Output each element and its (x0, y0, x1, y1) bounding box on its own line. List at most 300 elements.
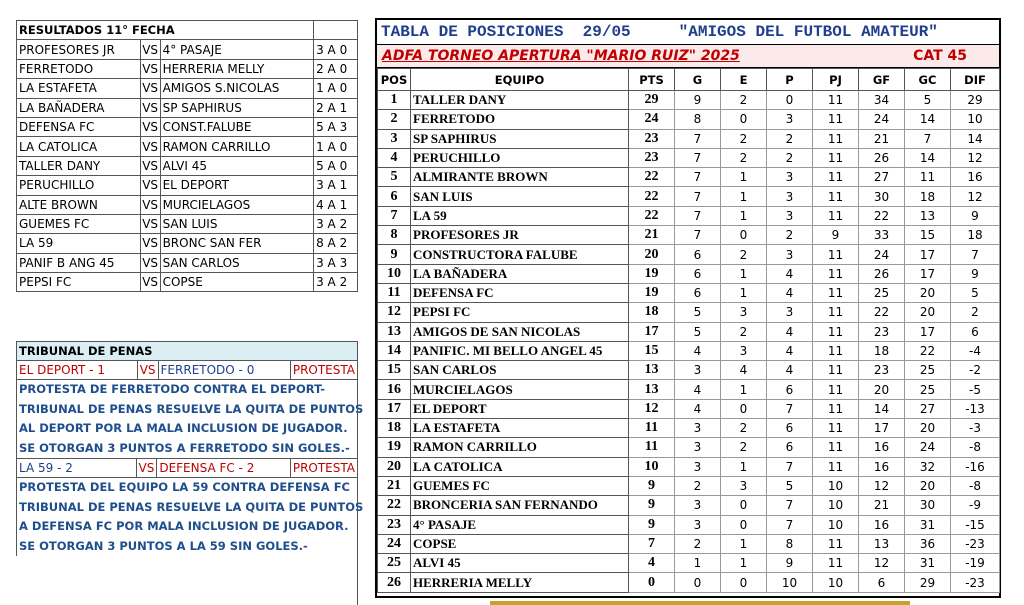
cell-pts: 23 (629, 129, 675, 148)
cell-pts: 19 (629, 264, 675, 283)
cell-gc: 14 (905, 148, 951, 167)
cell-dif: 5 (951, 283, 1000, 302)
cell-g: 1 (675, 554, 721, 573)
tribunal-case-2 (17, 459, 358, 478)
cell-pos: 7 (378, 206, 411, 225)
result-home: ALTE BROWN (17, 195, 141, 214)
cell-g: 4 (675, 380, 721, 399)
case1-status: PROTESTA (290, 361, 357, 380)
cell-pts: 9 (629, 476, 675, 495)
cell-equipo: MURCIELAGOS (411, 380, 629, 399)
result-vs: VS (140, 137, 160, 156)
results-table (16, 20, 358, 292)
standings-body (378, 91, 1000, 593)
result-away: SAN CARLOS (160, 253, 314, 272)
cell-gf: 18 (859, 341, 905, 360)
cell-pos: 10 (378, 264, 411, 283)
cell-g: 6 (675, 245, 721, 264)
cell-equipo: LA CATOLICA (411, 457, 629, 476)
cell-pts: 9 (629, 515, 675, 534)
cell-dif: -8 (951, 476, 1000, 495)
cell-pos: 1 (378, 91, 411, 110)
cell-pos: 23 (378, 515, 411, 534)
cell-g: 6 (675, 264, 721, 283)
cell-dif: 16 (951, 168, 1000, 187)
result-row (17, 176, 358, 195)
result-vs: VS (140, 156, 160, 175)
cell-pts: 17 (629, 322, 675, 341)
cell-e: 2 (721, 129, 767, 148)
standings-title: TABLA DE POSICIONES 29/05 "AMIGOS DEL FUTBOL AMATEUR" (377, 20, 999, 45)
cell-gc: 22 (905, 341, 951, 360)
standings-row (378, 148, 1000, 167)
cell-g: 0 (675, 573, 721, 592)
cell-p: 10 (767, 573, 813, 592)
standings-row (378, 303, 1000, 322)
cell-gc: 17 (905, 322, 951, 341)
cell-e: 1 (721, 283, 767, 302)
result-vs: VS (140, 59, 160, 78)
cell-equipo: ALVI 45 (411, 554, 629, 573)
cell-gc: 25 (905, 380, 951, 399)
note1-line: SE OTORGAN 3 PUNTOS A FERRETODO SIN GOLES.- (19, 440, 350, 455)
cell-pj: 11 (813, 110, 859, 129)
result-score: 2 A 0 (314, 59, 358, 78)
result-score: 3 A 2 (314, 214, 358, 233)
cell-dif: -5 (951, 380, 1000, 399)
cell-equipo: HERRERIA MELLY (411, 573, 629, 592)
cell-pts: 29 (629, 91, 675, 110)
cell-p: 4 (767, 341, 813, 360)
cell-g: 7 (675, 187, 721, 206)
cell-pj: 9 (813, 226, 859, 245)
cell-pj: 11 (813, 283, 859, 302)
standings-row (378, 341, 1000, 360)
cell-pos: 12 (378, 303, 411, 322)
cell-gf: 23 (859, 322, 905, 341)
cell-g: 7 (675, 168, 721, 187)
bottom-image-edge (490, 601, 910, 605)
cell-pos: 8 (378, 226, 411, 245)
result-away: MURCIELAGOS (160, 195, 314, 214)
result-row (17, 40, 358, 59)
cell-gc: 25 (905, 361, 951, 380)
standings-row (378, 129, 1000, 148)
cell-gc: 27 (905, 399, 951, 418)
cell-g: 4 (675, 399, 721, 418)
standings-row (378, 91, 1000, 110)
result-row (17, 137, 358, 156)
result-row (17, 273, 358, 292)
cell-pts: 7 (629, 534, 675, 553)
cell-dif: 2 (951, 303, 1000, 322)
cell-g: 7 (675, 129, 721, 148)
cell-pj: 11 (813, 361, 859, 380)
cell-pts: 22 (629, 187, 675, 206)
cell-g: 6 (675, 283, 721, 302)
cell-p: 7 (767, 457, 813, 476)
standings-row (378, 496, 1000, 515)
standings-table (377, 68, 1000, 593)
standings-row (378, 457, 1000, 476)
cell-g: 8 (675, 110, 721, 129)
standings-row (378, 515, 1000, 534)
result-home: LA ESTAFETA (17, 79, 141, 98)
cell-pj: 11 (813, 399, 859, 418)
cell-equipo: BRONCERIA SAN FERNANDO (411, 496, 629, 515)
cell-p: 0 (767, 91, 813, 110)
result-away: ALVI 45 (160, 156, 314, 175)
cell-pj: 11 (813, 264, 859, 283)
cell-e: 3 (721, 303, 767, 322)
result-row (17, 156, 358, 175)
cell-gc: 24 (905, 438, 951, 457)
cell-e: 1 (721, 168, 767, 187)
cell-gf: 33 (859, 226, 905, 245)
standings-row (378, 476, 1000, 495)
cell-p: 3 (767, 206, 813, 225)
cell-gf: 26 (859, 148, 905, 167)
column-header-e: E (721, 69, 767, 91)
result-row (17, 234, 358, 253)
cell-equipo: GUEMES FC (411, 476, 629, 495)
cell-pos: 17 (378, 399, 411, 418)
cell-g: 3 (675, 457, 721, 476)
category-label: CAT 45 (913, 48, 967, 64)
tribunal-note-1 (16, 380, 364, 458)
result-vs: VS (140, 117, 160, 136)
column-header-dif: DIF (951, 69, 1000, 91)
cell-equipo: FERRETODO (411, 110, 629, 129)
cell-gc: 17 (905, 245, 951, 264)
cell-equipo: COPSE (411, 534, 629, 553)
cell-pts: 19 (629, 283, 675, 302)
cell-pts: 23 (629, 148, 675, 167)
tribunal-case-1 (17, 361, 358, 380)
cell-gc: 20 (905, 283, 951, 302)
cell-dif: -23 (951, 534, 1000, 553)
cell-pj: 11 (813, 245, 859, 264)
cell-dif: -9 (951, 496, 1000, 515)
cell-gc: 31 (905, 515, 951, 534)
cell-gf: 14 (859, 399, 905, 418)
result-score: 8 A 2 (314, 234, 358, 253)
column-header-equipo: EQUIPO (411, 69, 629, 91)
cell-gf: 6 (859, 573, 905, 592)
cell-g: 3 (675, 361, 721, 380)
tribunal-table-2 (16, 458, 358, 478)
cell-p: 3 (767, 110, 813, 129)
result-score: 3 A 2 (314, 273, 358, 292)
cell-dif: -2 (951, 361, 1000, 380)
cell-equipo: EL DEPORT (411, 399, 629, 418)
cell-gc: 31 (905, 554, 951, 573)
cell-equipo: RAMON CARRILLO (411, 438, 629, 457)
cell-g: 2 (675, 534, 721, 553)
cell-pts: 20 (629, 245, 675, 264)
cell-pj: 11 (813, 206, 859, 225)
cell-p: 7 (767, 399, 813, 418)
tribunal-title: TRIBUNAL DE PENAS (17, 342, 358, 361)
result-score: 1 A 0 (314, 79, 358, 98)
cell-gc: 15 (905, 226, 951, 245)
cell-pj: 10 (813, 476, 859, 495)
cell-g: 7 (675, 148, 721, 167)
note2-line: A DEFENSA FC POR MALA INCLUSION DE JUGADOR. (19, 519, 349, 533)
result-row (17, 253, 358, 272)
cell-dif: 10 (951, 110, 1000, 129)
result-away: BRONC SAN FER (160, 234, 314, 253)
cell-e: 1 (721, 264, 767, 283)
cell-g: 4 (675, 341, 721, 360)
cell-gc: 17 (905, 264, 951, 283)
note1-line: PROTESTA DE FERRETODO CONTRA EL DEPORT- (19, 382, 326, 396)
cell-pos: 19 (378, 438, 411, 457)
cell-e: 0 (721, 226, 767, 245)
cell-e: 2 (721, 419, 767, 438)
cell-gf: 27 (859, 168, 905, 187)
cell-pts: 12 (629, 399, 675, 418)
cell-pj: 11 (813, 554, 859, 573)
cell-gf: 26 (859, 264, 905, 283)
note1-line: TRIBUNAL DE PENAS RESUELVE LA QUITA DE PUNTOS (19, 401, 364, 416)
cell-pts: 24 (629, 110, 675, 129)
cell-gf: 20 (859, 380, 905, 399)
results-header-blank (314, 21, 358, 40)
result-score: 5 A 3 (314, 117, 358, 136)
cell-pts: 15 (629, 341, 675, 360)
cell-gf: 17 (859, 419, 905, 438)
note2-line: SE OTORGAN 3 PUNTOS A LA 59 SIN GOLES.- (19, 538, 308, 553)
cell-dif: 12 (951, 148, 1000, 167)
cell-gc: 20 (905, 303, 951, 322)
cell-gc: 13 (905, 206, 951, 225)
result-home: FERRETODO (17, 59, 141, 78)
cell-dif: 12 (951, 187, 1000, 206)
cell-e: 2 (721, 322, 767, 341)
cell-pos: 16 (378, 380, 411, 399)
cell-pj: 10 (813, 496, 859, 515)
cell-g: 9 (675, 91, 721, 110)
result-home: TALLER DANY (17, 156, 141, 175)
cell-e: 2 (721, 148, 767, 167)
cell-gf: 21 (859, 496, 905, 515)
cell-dif: -3 (951, 419, 1000, 438)
cell-e: 0 (721, 110, 767, 129)
standings-header-row (378, 69, 1000, 91)
cell-gc: 14 (905, 110, 951, 129)
cell-gc: 30 (905, 496, 951, 515)
tournament-banner (377, 45, 999, 68)
case2-vs: VS (136, 459, 157, 478)
standings-row (378, 226, 1000, 245)
result-score: 1 A 0 (314, 137, 358, 156)
cell-pos: 24 (378, 534, 411, 553)
cell-equipo: PANIFIC. MI BELLO ANGEL 45 (411, 341, 629, 360)
result-row (17, 79, 358, 98)
cell-gc: 20 (905, 419, 951, 438)
standings-row (378, 245, 1000, 264)
result-away: CONST.FALUBE (160, 117, 314, 136)
tribunal-note-2 (16, 478, 364, 556)
cell-gf: 25 (859, 283, 905, 302)
case2-status: PROTESTA (290, 459, 357, 478)
cell-g: 3 (675, 419, 721, 438)
cell-gf: 21 (859, 129, 905, 148)
cell-equipo: PEPSI FC (411, 303, 629, 322)
cell-pts: 0 (629, 573, 675, 592)
cell-gf: 23 (859, 361, 905, 380)
cell-dif: 18 (951, 226, 1000, 245)
cell-pts: 11 (629, 419, 675, 438)
cell-gf: 24 (859, 110, 905, 129)
standings-row (378, 283, 1000, 302)
cell-dif: -16 (951, 457, 1000, 476)
cell-p: 5 (767, 476, 813, 495)
cell-pts: 13 (629, 361, 675, 380)
cell-pj: 11 (813, 419, 859, 438)
standings-row (378, 361, 1000, 380)
case1-home: EL DEPORT - 1 (17, 361, 138, 380)
cell-pj: 11 (813, 341, 859, 360)
result-home: PANIF B ANG 45 (17, 253, 141, 272)
cell-e: 3 (721, 341, 767, 360)
column-header-g: G (675, 69, 721, 91)
cell-gf: 12 (859, 554, 905, 573)
cell-pos: 14 (378, 341, 411, 360)
case1-away: FERRETODO - 0 (158, 361, 290, 380)
cell-pts: 9 (629, 496, 675, 515)
cell-pts: 13 (629, 380, 675, 399)
result-home: PROFESORES JR (17, 40, 141, 59)
result-score: 3 A 0 (314, 40, 358, 59)
cell-g: 7 (675, 226, 721, 245)
cell-pts: 10 (629, 457, 675, 476)
cell-p: 6 (767, 438, 813, 457)
standings-row (378, 419, 1000, 438)
result-home: DEFENSA FC (17, 117, 141, 136)
cell-dif: -13 (951, 399, 1000, 418)
cell-dif: 14 (951, 129, 1000, 148)
cell-equipo: LA 59 (411, 206, 629, 225)
cell-equipo: PROFESORES JR (411, 226, 629, 245)
cell-p: 4 (767, 283, 813, 302)
cell-dif: 9 (951, 206, 1000, 225)
cell-pj: 11 (813, 91, 859, 110)
standings-row (378, 187, 1000, 206)
standings-row (378, 534, 1000, 553)
cell-gc: 7 (905, 129, 951, 148)
result-row (17, 98, 358, 117)
column-header-gf: GF (859, 69, 905, 91)
cell-dif: -19 (951, 554, 1000, 573)
cell-pj: 10 (813, 573, 859, 592)
cell-pj: 11 (813, 148, 859, 167)
cell-dif: 29 (951, 91, 1000, 110)
tribunal-header-row (17, 342, 358, 361)
cell-p: 8 (767, 534, 813, 553)
result-row (17, 117, 358, 136)
cell-pos: 11 (378, 283, 411, 302)
case2-home: LA 59 - 2 (17, 459, 137, 478)
result-score: 5 A 0 (314, 156, 358, 175)
cell-dif: 7 (951, 245, 1000, 264)
cell-p: 2 (767, 226, 813, 245)
note2-line: TRIBUNAL DE PENAS RESUELVE LA QUITA DE PUNTOS (19, 499, 364, 514)
cell-gf: 12 (859, 476, 905, 495)
cell-pos: 4 (378, 148, 411, 167)
cell-p: 3 (767, 168, 813, 187)
result-away: AMIGOS S.NICOLAS (160, 79, 314, 98)
tribunal-section (16, 341, 364, 605)
cell-gc: 11 (905, 168, 951, 187)
results-header-row (17, 21, 358, 40)
cell-gf: 24 (859, 245, 905, 264)
cell-pos: 13 (378, 322, 411, 341)
cell-gf: 34 (859, 91, 905, 110)
cell-p: 4 (767, 361, 813, 380)
standings-row (378, 168, 1000, 187)
cell-pos: 20 (378, 457, 411, 476)
cell-dif: -8 (951, 438, 1000, 457)
cell-pos: 15 (378, 361, 411, 380)
cell-e: 2 (721, 91, 767, 110)
cell-p: 9 (767, 554, 813, 573)
cell-dif: -23 (951, 573, 1000, 592)
result-vs: VS (140, 79, 160, 98)
cell-pj: 11 (813, 187, 859, 206)
cell-p: 4 (767, 264, 813, 283)
cell-e: 3 (721, 476, 767, 495)
cell-gf: 16 (859, 457, 905, 476)
cell-pos: 18 (378, 419, 411, 438)
cell-g: 3 (675, 496, 721, 515)
column-header-pj: PJ (813, 69, 859, 91)
cell-g: 3 (675, 438, 721, 457)
result-vs: VS (140, 195, 160, 214)
cell-p: 7 (767, 515, 813, 534)
cell-pos: 22 (378, 496, 411, 515)
result-away: 4° PASAJE (160, 40, 314, 59)
cell-gc: 18 (905, 187, 951, 206)
cell-e: 1 (721, 534, 767, 553)
note1-line: AL DEPORT POR LA MALA INCLUSION DE JUGADOR. (19, 421, 348, 435)
cell-gf: 22 (859, 303, 905, 322)
cell-equipo: LA BAÑADERA (411, 264, 629, 283)
cell-gf: 30 (859, 187, 905, 206)
results-title: RESULTADOS 11° FECHA (17, 21, 314, 40)
cell-e: 1 (721, 380, 767, 399)
tribunal-table (16, 341, 358, 380)
cell-equipo: CONSTRUCTORA FALUBE (411, 245, 629, 264)
result-away: EL DEPORT (160, 176, 314, 195)
cell-equipo: PERUCHILLO (411, 148, 629, 167)
result-home: LA CATOLICA (17, 137, 141, 156)
cell-pj: 11 (813, 129, 859, 148)
cell-gc: 36 (905, 534, 951, 553)
standings-row (378, 322, 1000, 341)
cell-pj: 11 (813, 438, 859, 457)
cell-pts: 4 (629, 554, 675, 573)
cell-p: 7 (767, 496, 813, 515)
cell-pj: 11 (813, 322, 859, 341)
cell-e: 2 (721, 245, 767, 264)
cell-e: 1 (721, 187, 767, 206)
result-vs: VS (140, 273, 160, 292)
standings-row (378, 206, 1000, 225)
note2-line: PROTESTA DEL EQUIPO LA 59 CONTRA DEFENSA FC (19, 480, 350, 494)
cell-pj: 11 (813, 534, 859, 553)
